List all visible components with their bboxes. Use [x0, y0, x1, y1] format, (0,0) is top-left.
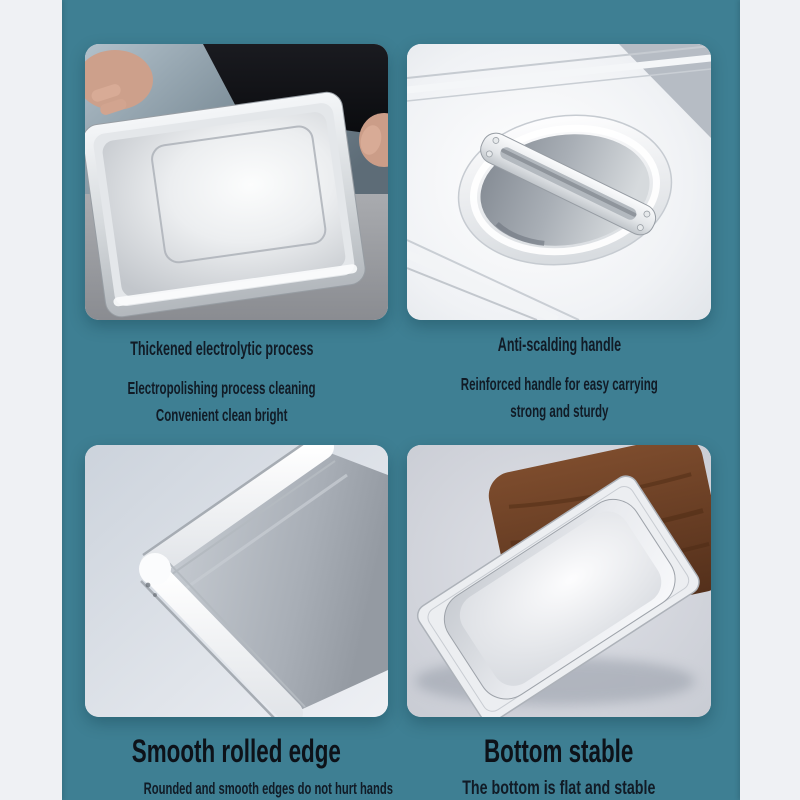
feature-subline: Rounded and smooth edges do not hurt hands — [143, 780, 393, 798]
corner-speck — [146, 583, 151, 588]
caption-line: Thickened electrolytic process — [129, 339, 314, 360]
stainless-pan — [85, 90, 367, 319]
feature-subline: The bottom is flat and stable — [462, 778, 656, 799]
left-margin-strip — [0, 0, 62, 800]
feature-headline: Bottom stable — [484, 733, 634, 769]
photo-rolled-edge — [85, 445, 388, 717]
caption-block-handle — [407, 334, 711, 423]
corner-speck — [153, 593, 157, 597]
corner-bead — [139, 553, 171, 585]
feature-headline: Smooth rolled edge — [131, 733, 342, 769]
caption-block-rolled-edge — [85, 732, 393, 800]
photo-lid-handle — [407, 44, 711, 320]
caption-block-electrolytic — [70, 338, 373, 427]
caption-line: Convenient clean bright — [155, 405, 288, 425]
caption-line: Anti-scalding handle — [497, 335, 621, 356]
rolled-edge-illustration — [85, 445, 388, 717]
caption-block-bottom-stable — [407, 732, 711, 800]
caption-line: strong and sturdy — [509, 401, 609, 421]
photo-pan-held — [85, 44, 388, 320]
right-margin-strip — [740, 0, 800, 800]
lid-handle-illustration — [407, 44, 711, 320]
caption-line: Reinforced handle for easy carrying — [460, 374, 658, 394]
flat-bottom-illustration — [407, 445, 711, 717]
caption-line: Electropolishing process cleaning — [127, 378, 316, 398]
pan-held-illustration — [85, 44, 388, 320]
photo-flat-bottom — [407, 445, 711, 717]
